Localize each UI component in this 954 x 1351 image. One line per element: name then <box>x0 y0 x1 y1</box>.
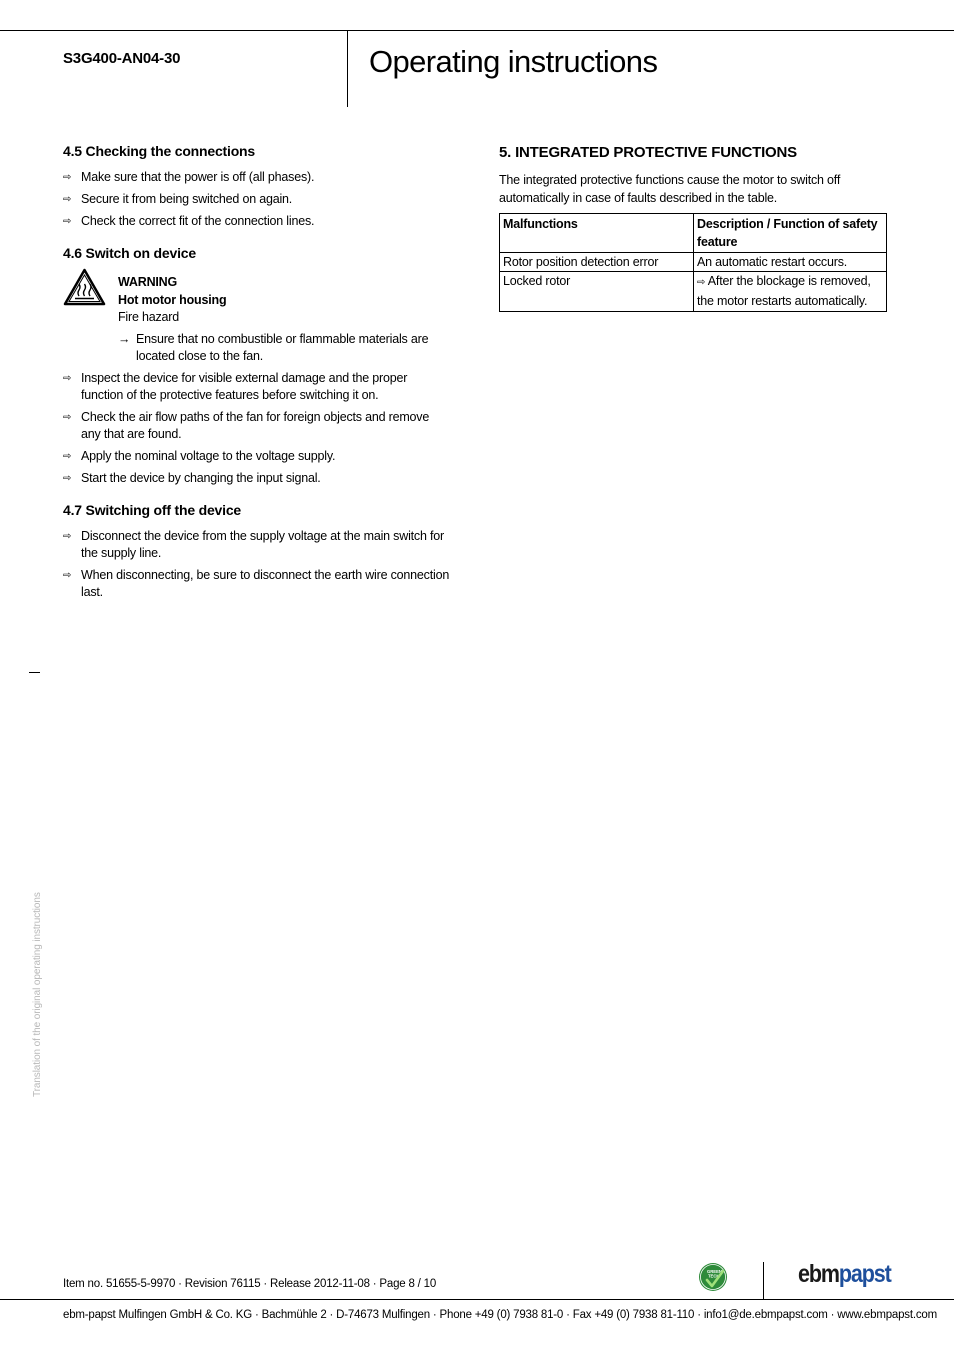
arrow-bullet-icon: ⇨ <box>63 412 72 423</box>
model-number: S3G400-AN04-30 <box>63 50 181 67</box>
heading-4-6: 4.6 Switch on device <box>63 245 196 261</box>
table-header-row <box>500 214 887 253</box>
warning-label: WARNING <box>118 275 178 289</box>
arrow-bullet-icon: ⇨ <box>63 570 72 581</box>
header-top-rule <box>0 30 954 31</box>
ebmpapst-logo <box>798 1260 891 1289</box>
footer-logo-divider <box>763 1262 764 1300</box>
warning-subtitle: Fire hazard <box>118 310 180 324</box>
arrow-bullet-icon: ⇨ <box>63 451 72 462</box>
table-header-malfunctions: Malfunctions <box>500 214 694 253</box>
side-note: Translation of the original operating instructions <box>32 892 43 1097</box>
logo-part-ebm: ebm <box>798 1260 839 1288</box>
table-row <box>500 253 887 272</box>
arrow-bullet-icon: ⇨ <box>697 277 706 288</box>
logo-part-papst: papst <box>838 1260 891 1288</box>
table-row <box>500 272 887 312</box>
badge-text-2: TECH <box>708 1273 720 1279</box>
item-info-line: Item no. 51655-5-9970 · Revision 76115 · Release 2012-11-08 · Page 8 / 10 <box>63 1278 437 1290</box>
arrow-bullet-icon: ⇨ <box>63 531 72 542</box>
arrow-bullet-icon: ⇨ <box>63 194 72 205</box>
warning-action-line2: located close to the fan. <box>136 349 264 363</box>
warning-action-line1: Ensure that no combustible or flammable materials are <box>136 332 429 346</box>
heading-4-7: 4.7 Switching off the device <box>63 502 241 518</box>
margin-mark <box>29 672 40 673</box>
arrow-bullet-icon: ⇨ <box>63 473 72 484</box>
table-header-description: Description / Function of safety feature <box>694 214 887 253</box>
section-5-intro: The integrated protective functions cause the motor to switch off automatically in case of faults described in the table. <box>499 173 841 205</box>
warning-title: Hot motor housing <box>118 293 227 307</box>
heading-5: 5. INTEGRATED PROTECTIVE FUNCTIONS <box>499 144 797 161</box>
table-cell-malfunction: Rotor position detection error <box>500 253 694 272</box>
footer-rule <box>0 1299 954 1300</box>
warning-action-arrow: → <box>118 332 131 346</box>
arrow-bullet-icon: ⇨ <box>63 172 72 183</box>
company-info-line: ebm-papst Mulfingen GmbH & Co. KG · Bachmühle 2 · D-74673 Mulfingen · Phone +49 (0) 7938 81-0 · Fax +49 (0) 7938 81-110 · info1@de.ebmpapst.com · www.ebmpapst.com <box>63 1309 937 1321</box>
arrow-bullet-icon: ⇨ <box>63 373 72 384</box>
header-divider <box>347 30 348 107</box>
malfunctions-table <box>499 213 887 312</box>
table-cell-description: An automatic restart occurs. <box>694 253 887 272</box>
arrow-bullet-icon: ⇨ <box>63 216 72 227</box>
hot-surface-warning-icon <box>63 268 106 306</box>
table-cell-description <box>694 272 887 312</box>
page-title: Operating instructions <box>369 44 658 79</box>
badge-text-1: GREEN <box>707 1269 722 1274</box>
heading-4-5: 4.5 Checking the connections <box>63 143 255 159</box>
greentech-badge-icon <box>698 1262 728 1292</box>
table-cell-description-text: After the blockage is removed, the motor restarts automatically. <box>697 274 871 308</box>
table-cell-malfunction: Locked rotor <box>500 272 694 312</box>
